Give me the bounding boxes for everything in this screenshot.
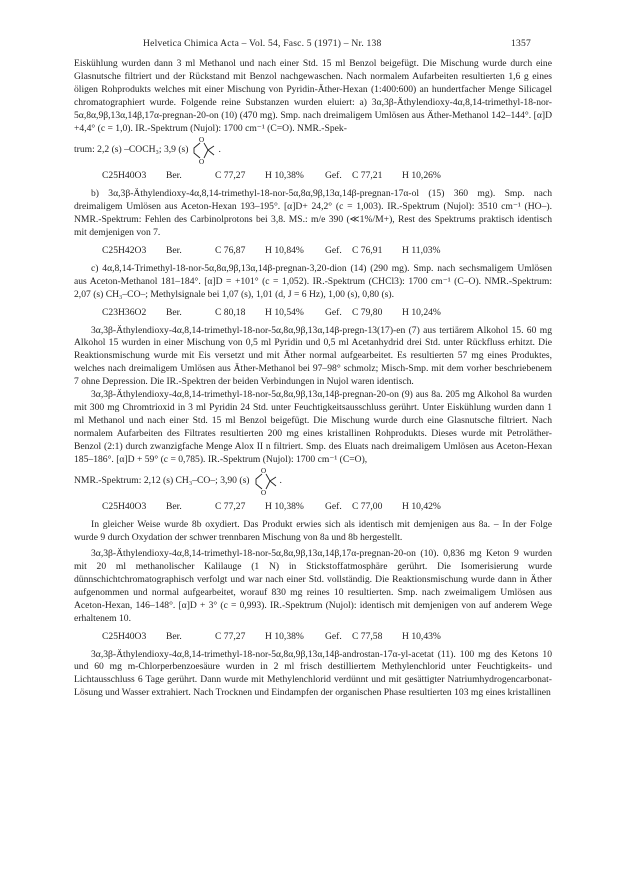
formula: C25H42O3	[102, 244, 147, 256]
calc-carbon: C 77,27	[215, 170, 246, 182]
svg-text:O: O	[260, 489, 266, 497]
paragraph-5: 3α,3β-Äthylendioxy-4α,8,14-trimethyl-18-nor-5α,8α,9β,13α,14β-pregnan-20-on (9) aus 8a. 205 mg Alkohol 8a wurden mit 300 mg Chromtrioxid in 3 ml Pyridin 24 Std. unter Feuchtigkeitsausschluss gerührt. Unter Eiskühlung wurden dann 1 ml Methanol und nach einer Std. 15 ml Benzol beigefügt. Die Mischung wurde durch eine Glasnutsche filtriert. Nach normalem Aufarbeiten des Filtrates resultierten 200 mg eines kristallinen Rohprodukts. Dieses wurde mit Petroläther-Benzol (2:1) durch zwanzigfache Menge Alox II n filtriert. Smp. des Eluats nach dreimaligem Umlösen aus Aceton-Hexan 185–186°. [α]D + 59° (c = 0,785). IR.-Spektrum (Nujol): 1700 cm⁻¹ (C=O),	[74, 389, 552, 465]
paragraph-2: b) 3α,3β-Äthylendioxy-4α,8,14-trimethyl-18-nor-5α,8α,9β,13α,14β-pregnan-17α-ol (15) 360 mg). Smp. nach dreimaligem Umlösen aus Aceton-Hexan 193–195°. [α]D+ 24,2° (c = 1,003). IR.-Spektrum (Nujol): 3510 cm⁻¹ (HO–). NMR.-Spektrum: Fehlen des Carbinolprotons bei 3,8. MS.: m/e 390 (≪1%/M+), Rest des Spektrums praktisch identisch mit demjenigen von 7.	[74, 188, 552, 239]
analysis-line-2	[102, 245, 552, 258]
found-carbon: C 79,80	[352, 306, 383, 318]
formula: C25H40O3	[102, 170, 147, 182]
nmr-line-5: NMR.-Spektrum: 2,12 (s) CH₃–CO–; 3,90 (s) O O .	[74, 467, 282, 497]
analysis-line-1	[102, 170, 552, 183]
paragraph-1: Eiskühlung wurden dann 3 ml Methanol und nach einer Std. 15 ml Benzol beigefügt. Die Mischung wurde durch eine Glasnutsche filtriert und der Rückstand mit Benzol nachgewaschen. Nach normalem Aufarbeiten resultierten 1,6 g eines öligen Rohprodukts welches mit einer Mischung von Pyridin-Äther-Hexan (1:400:600) an hundertfacher Menge Silicagel chromatographiert wurde. Folgende reine Substanzen wurden eluiert: a) 3α,3β-Äthylendioxy-4α,8,14-trimethyl-18-nor-5α,8α,9β,13α,14β,17α-pregnan-20-on (10) (470 mg). Smp. nach dreimaligem Umlösen aus Äther-Methanol 142–144°. [α]D +4,4° (c = 1,0). IR.-Spektrum (Nujol): 1700 cm⁻¹ (C=O). NMR.-Spek-	[74, 58, 552, 134]
running-title: Helvetica Chimica Acta – Vol. 54, Fasc. 5 (1971) – Nr. 138	[143, 38, 382, 49]
nmr-line-1: trum: 2,2 (s) –COCH₃; 3,9 (s) O O .	[74, 136, 221, 166]
calc-carbon: C 80,18	[215, 306, 246, 318]
found-hydrogen: H 11,03%	[402, 244, 441, 256]
calc-carbon: C 76,87	[215, 244, 246, 256]
found-hydrogen: H 10,26%	[402, 170, 441, 182]
found-label: Gef.	[325, 306, 342, 318]
paragraph-3: c) 4α,8,14-Trimethyl-18-nor-5α,8α,9β,13α,14β-pregnan-3,20-dion (14) (290 mg). Smp. nach sechsmaligem Umlösen aus Aceton-Methanol 181–184°. [α]D = +101° (c = 1,052). IR.-Spektrum (CHCl3): 1700 cm⁻¹ (C–O). NMR.-Spektrum: 2,07 (s) CH₃–CO–; Methylsignale bei 1,07 (s), 1,01 (d, J = 6 Hz), 1,00 (s), 0,80 (s).	[74, 262, 552, 300]
found-hydrogen: H 10,43%	[402, 630, 441, 642]
found-label: Gef.	[325, 244, 342, 256]
found-carbon: C 77,21	[352, 170, 383, 182]
calc-carbon: C 77,27	[215, 630, 246, 642]
svg-text:O: O	[199, 158, 205, 166]
svg-text:O: O	[199, 136, 205, 145]
calc-label: Ber.	[166, 306, 182, 318]
found-label: Gef.	[325, 630, 342, 642]
nmr-text-1: trum: 2,2 (s) –COCH₃; 3,9 (s)	[74, 143, 189, 155]
found-label: Gef.	[325, 170, 342, 182]
calc-label: Ber.	[166, 630, 182, 642]
found-hydrogen: H 10,24%	[402, 306, 441, 318]
calc-carbon: C 77,27	[215, 501, 246, 513]
body-text	[74, 58, 552, 700]
found-label: Gef.	[325, 501, 342, 513]
formula: C25H40O3	[102, 501, 147, 513]
found-carbon: C 77,58	[352, 630, 383, 642]
paragraph-8: 3α,3β-Äthylendioxy-4α,8,14-trimethyl-18-nor-5α,8α,9β,13α,14β-androstan-17α-yl-acetat (11). 100 mg des Ketons 10 und 60 mg m-Chlorperbenzoesäure wurden in 2 ml frisch destilliertem Methylenchlorid unter Feuchtigkeits- und Lichtausschluss 6 Tage gerührt. Dann wurde mit Methylenchlorid verdünnt und mit gesättigter Natriumhydrogencarbonat-Lösung und Wasser extrahiert. Nach Trocknen und Eindampfen der organischen Phase resultierten 103 mg eines kristallinen	[74, 648, 552, 699]
calc-hydrogen: H 10,84%	[265, 244, 304, 256]
nmr-text-5: NMR.-Spektrum: 2,12 (s) CH₃–CO–; 3,90 (s)	[74, 475, 250, 487]
found-hydrogen: H 10,42%	[402, 501, 441, 513]
dioxolane-ring-icon	[252, 466, 278, 496]
formula: C23H36O2	[102, 306, 147, 318]
dioxolane-ring-icon	[190, 135, 216, 165]
calc-hydrogen: H 10,38%	[265, 630, 304, 642]
found-carbon: C 77,00	[352, 501, 383, 513]
paragraph-6: In gleicher Weise wurde 8b oxydiert. Das Produkt erwies sich als identisch mit demjenigen aus 8a. – In der Folge wurde 9 durch Oxydation der schwer trennbaren Mischung von 8a und 8b hergestellt.	[74, 519, 552, 544]
calc-label: Ber.	[166, 170, 182, 182]
calc-label: Ber.	[166, 244, 182, 256]
formula: C25H40O3	[102, 630, 147, 642]
analysis-line-3	[102, 307, 552, 320]
svg-text:O: O	[260, 467, 266, 476]
page-number: 1357	[511, 38, 531, 49]
calc-hydrogen: H 10,54%	[265, 306, 304, 318]
calc-label: Ber.	[166, 501, 182, 513]
analysis-line-7	[102, 631, 552, 644]
calc-hydrogen: H 10,38%	[265, 501, 304, 513]
calc-hydrogen: H 10,38%	[265, 170, 304, 182]
analysis-line-5	[102, 501, 552, 514]
found-carbon: C 76,91	[352, 244, 383, 256]
paragraph-4: 3α,3β-Äthylendioxy-4α,8,14-trimethyl-18-nor-5α,8α,9β,13α,14β-pregn-13(17)-en (7) aus tertiärem Alkohol 15. 60 mg Alkohol 15 wurden in einer Mischung von 0,5 ml Pyridin und 0,5 ml Acetanhydrid drei Std. unter Rückfluss erhitzt. Die Reaktionsmischung wurde mit Eis versetzt und mit Äther normal aufgearbeitet. Es resultierten 57 mg eines Produktes, welches nach dreimaligem Umlösen aus Äther-Methanol bei 97–98° schmolz; Misch-Smp. mit dem vorher beschriebenem 7 ohne Depression. Die IR.-Spektren der beiden Verbindungen in Nujol waren identisch.	[74, 324, 552, 388]
paragraph-7: 3α,3β-Äthylendioxy-4α,8,14-trimethyl-18-nor-5α,8α,9β,13α,14β,17α-pregnan-20-on (10). 0,836 mg Keton 9 wurden mit 20 ml methanolischer Kalilauge (1 N) in Stickstoffatmosphäre gerührt. Die Isomerisierung wurde dünnschichtchromatographisch verfolgt und war nach einer Std. vollständig. Die Reaktionsmischung wurde dann in Äther aufgenommen und normal aufgearbeitet, worauf 830 mg reines 10 resultierten. Smp. nach zweimaligem Umlösen aus Aceton-Hexan, 146–148°. [α]D + 3° (c = 0,993). IR.-Spektrum (Nujol): identisch mit demjenigen von auf anderem Wege erhaltenem 10.	[74, 548, 552, 624]
